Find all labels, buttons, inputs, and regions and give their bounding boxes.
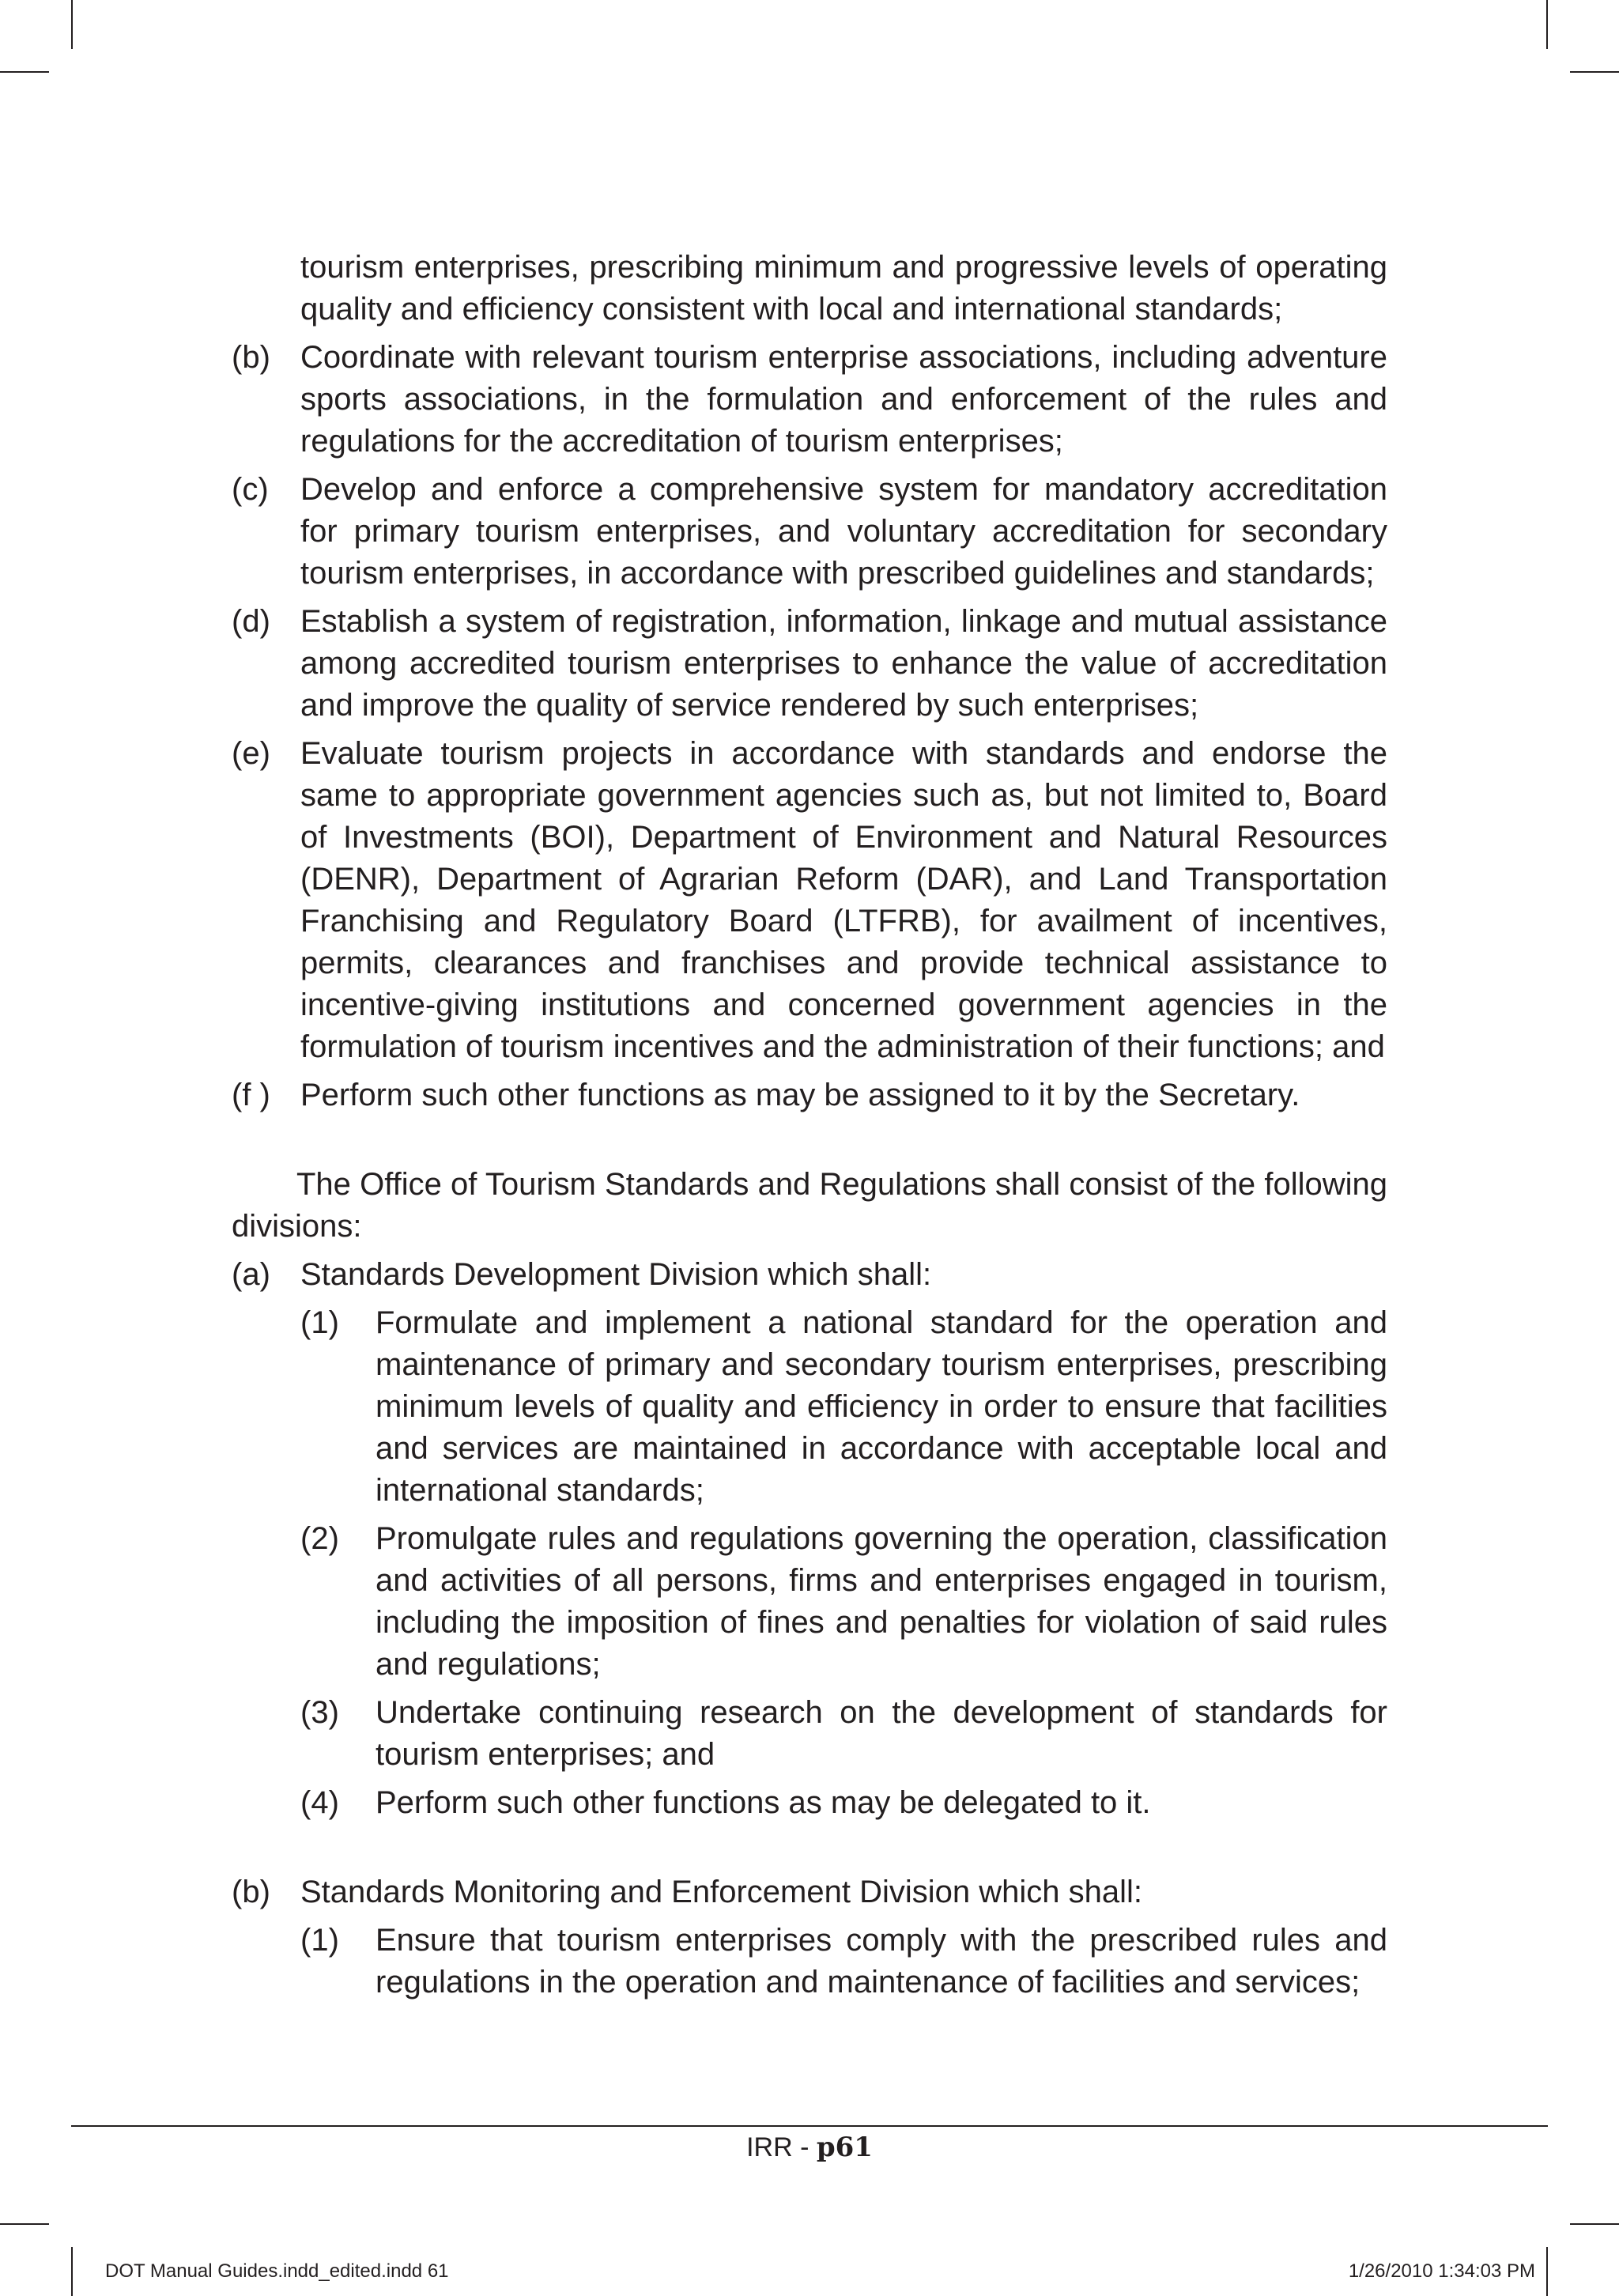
list-item-d [232, 601, 1387, 727]
sublist-label: (4) [300, 1785, 339, 1820]
list-item-e [232, 733, 1387, 1068]
list-label: (a) [232, 1257, 270, 1292]
spacer [232, 1824, 1387, 1871]
spacer [232, 1116, 1387, 1164]
page-body [232, 247, 1387, 2003]
continuation-text: tourism enterprises, prescribing minimum and progressive levels of operating quality and efficiency consistent with local and international standards; [300, 250, 1387, 327]
division-b-heading [232, 1871, 1387, 1913]
crop-mark [1546, 0, 1548, 49]
sublist-label: (3) [300, 1695, 339, 1730]
list-label: (b) [232, 1875, 270, 1909]
list-item-b [232, 337, 1387, 463]
list-text: Develop and enforce a comprehensive system for mandatory accreditation for primary tourism enterprises, and voluntary accreditation for secondary tourism enterprises, in accordance with prescribed guidelines and standards; [300, 472, 1387, 591]
slug-timestamp: 1/26/2010 1:34:03 PM [1348, 2260, 1535, 2282]
footer-rule [71, 2125, 1548, 2127]
crop-mark [0, 71, 49, 73]
page-number [0, 2130, 1619, 2165]
continuation-paragraph [232, 247, 1387, 330]
crop-mark [1570, 2223, 1619, 2225]
subitem [232, 1302, 1387, 1512]
division-title: Standards Development Division which shall: [300, 1257, 932, 1292]
sublist-label: (2) [300, 1521, 339, 1556]
page-number-value: p61 [816, 2132, 873, 2163]
sublist-label: (1) [300, 1923, 339, 1958]
subitem [232, 1692, 1387, 1776]
sublist-text: Perform such other functions as may be delegated to it. [376, 1785, 1151, 1820]
intro-paragraph: The Office of Tourism Standards and Regulations shall consist of the following divisions: [232, 1167, 1387, 1244]
subitem [232, 1782, 1387, 1824]
list-text: Evaluate tourism projects in accordance with standards and endorse the same to appropriate government agencies such as, but not limited to, Board of Investments (BOI), Department of Environment and Natural Resources (DENR), Department of Agrarian Reform (DAR), and Land Transportation Franchising and Regulatory Board (LTFRB), for availment of incentives, permits, clearances and franchises and provide technical assistance to incentive-giving institutions and concerned government agencies in the formulation of tourism incentives and the administration of their functions; and [300, 736, 1387, 1064]
crop-mark [1570, 71, 1619, 73]
slug-filename: DOT Manual Guides.indd_edited.indd 61 [105, 2260, 449, 2282]
sublist-label: (1) [300, 1305, 339, 1340]
list-item-f [232, 1074, 1387, 1116]
division-title: Standards Monitoring and Enforcement Division which shall: [300, 1875, 1142, 1909]
list-text: Perform such other functions as may be assigned to it by the Secretary. [300, 1078, 1300, 1112]
crop-mark [0, 2223, 49, 2225]
list-label: (b) [232, 340, 270, 375]
sublist-text: Ensure that tourism enterprises comply with the prescribed rules and regulations in the operation and maintenance of facilities and services; [376, 1923, 1387, 2000]
list-text: Establish a system of registration, information, linkage and mutual assistance among accredited tourism enterprises to enhance the value of accreditation and improve the quality of service rendered by such enterprises; [300, 604, 1387, 723]
list-item-c [232, 469, 1387, 595]
sublist-text: Formulate and implement a national standard for the operation and maintenance of primary and secondary tourism enterprises, prescribing minimum levels of quality and efficiency in order to ensure that facilities and services are maintained in accordance with acceptable local and international standards; [376, 1305, 1387, 1508]
subitem [232, 1920, 1387, 2003]
list-label: (e) [232, 736, 270, 771]
crop-mark [71, 2247, 73, 2296]
list-label: (d) [232, 604, 270, 639]
sublist-text: Undertake continuing research on the development of standards for tourism enterprises; and [376, 1695, 1387, 1772]
crop-mark [1546, 2247, 1548, 2296]
subitem [232, 1518, 1387, 1686]
list-text: Coordinate with relevant tourism enterprise associations, including adventure sports associations, in the formulation and enforcement of the rules and regulations for the accreditation of tourism enterprises; [300, 340, 1387, 459]
division-a-heading [232, 1254, 1387, 1296]
page-prefix: IRR - [746, 2132, 817, 2162]
list-label: (c) [232, 472, 269, 507]
crop-mark [71, 0, 73, 49]
list-label: (f ) [232, 1078, 270, 1112]
sublist-text: Promulgate rules and regulations governing the operation, classification and activities of all persons, firms and enterprises engaged in tourism, including the imposition of fines and penalties for violation of said rules and regulations; [376, 1521, 1387, 1682]
